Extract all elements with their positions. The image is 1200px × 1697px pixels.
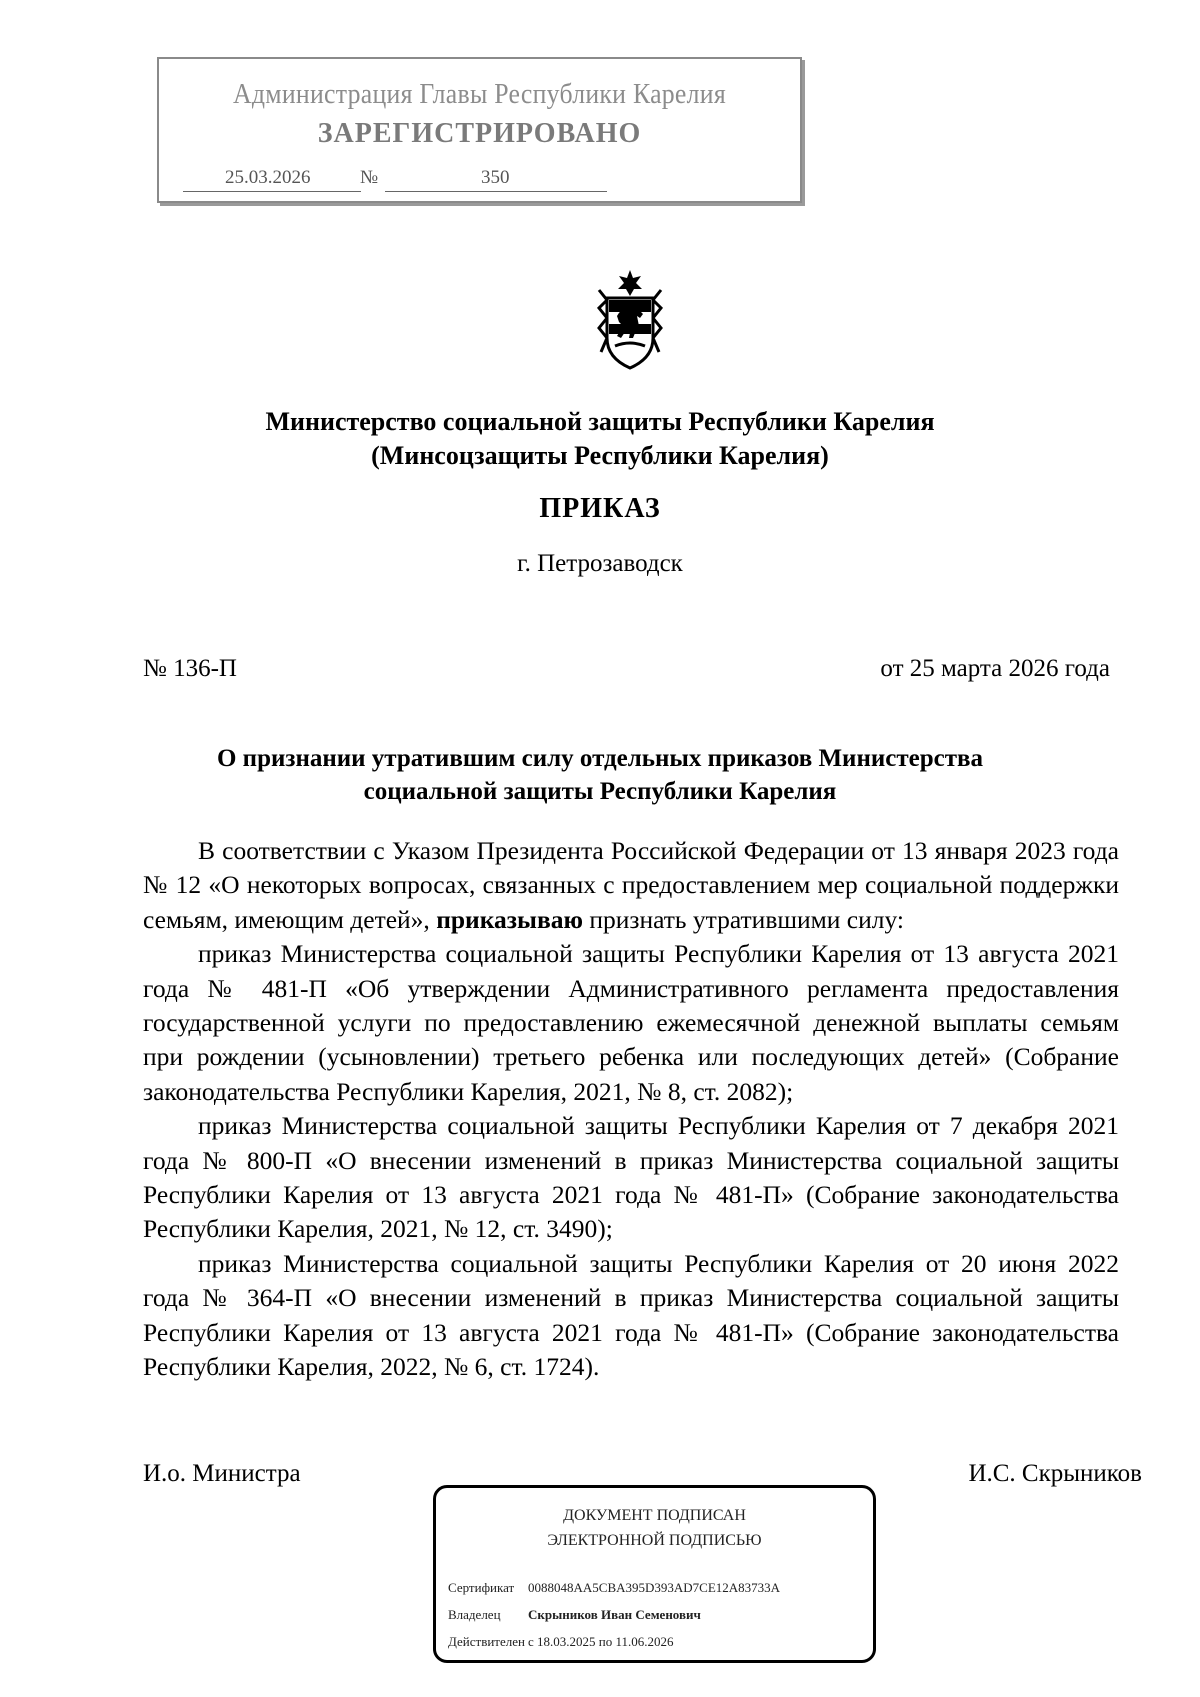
esign-validity-row bbox=[448, 1634, 674, 1650]
signer-role: И.о. Министра bbox=[143, 1460, 301, 1487]
body-p1-before: В соответствии с Указом Президента Российской Федерации от 13 января 2023 года № 12 «О некоторых вопросах, связанных с предоставлением мер социальной поддержки семьям, имеющим детей», bbox=[143, 836, 1119, 934]
esign-owner-label: Владелец bbox=[448, 1607, 501, 1622]
esign-certificate-row bbox=[448, 1580, 780, 1596]
subject-line-2: социальной защиты Республики Карелия bbox=[363, 778, 837, 805]
order-number: № 136-П bbox=[143, 655, 237, 682]
body-paragraph-1 bbox=[143, 834, 1119, 937]
registration-number-label: № bbox=[360, 167, 379, 188]
registration-organization: Администрация Главы Республики Карелия bbox=[233, 79, 726, 110]
signer-name: И.С. Скрыников bbox=[968, 1460, 1142, 1487]
electronic-signature-stamp bbox=[433, 1485, 876, 1663]
registration-number-underline bbox=[385, 191, 607, 192]
order-body bbox=[143, 834, 1119, 1385]
order-subject bbox=[0, 742, 1200, 808]
esign-title-line-1: ДОКУМЕНТ ПОДПИСАН bbox=[563, 1507, 746, 1524]
body-p1-bold: приказываю bbox=[436, 904, 583, 934]
karelia-coat-of-arms-icon bbox=[585, 268, 675, 372]
registration-stamp bbox=[157, 57, 802, 203]
esign-title-line-2: ЭЛЕКТРОННОЙ ПОДПИСЬЮ bbox=[547, 1532, 762, 1549]
body-p1-after: признать утратившими силу: bbox=[589, 904, 905, 934]
body-paragraph-3: приказ Министерства социальной защиты Республики Карелия от 7 декабря 2021 года № 800-П «О внесении изменений в приказ Министерства социальной защиты Республики Карелия от 13 августа 2021 года № 481-П» (Собрание законодательства Республики Карелия, 2021, № 12, ст. 3490); bbox=[143, 1111, 1119, 1244]
esign-certificate-value: 0088048AA5CBA395D393AD7CE12A83733A bbox=[528, 1580, 781, 1595]
organization-name-block bbox=[0, 405, 1200, 473]
city: г. Петрозаводск bbox=[517, 550, 683, 577]
registration-date-underline bbox=[183, 191, 361, 192]
esign-certificate-label: Сертификат bbox=[448, 1580, 515, 1595]
registration-status: ЗАРЕГИСТРИРОВАНО bbox=[317, 118, 642, 149]
esign-owner-value: Скрыников Иван Семенович bbox=[528, 1607, 701, 1622]
body-paragraph-2: приказ Министерства социальной защиты Республики Карелия от 13 августа 2021 года № 481-П «Об утверждении Административного регламента предоставления государственной услуги по предоставлению ежемесячной денежной выплаты семьям при рождении (усыновлении) третьего ребенка или последующих детей» (Собрание законодательства Республики Карелия, 2021, № 8, ст. 2082); bbox=[143, 939, 1119, 1106]
body-paragraph-4: приказ Министерства социальной защиты Республики Карелия от 20 июня 2022 года № 364-П «О внесении изменений в приказ Министерства социальной защиты Республики Карелия от 13 августа 2021 года № 481-П» (Собрание законодательства Республики Карелия, 2022, № 6, ст. 1724). bbox=[143, 1248, 1119, 1382]
order-date: от 25 марта 2026 года bbox=[880, 655, 1110, 682]
document-type: ПРИКАЗ bbox=[539, 493, 661, 524]
registration-number: 350 bbox=[481, 167, 510, 188]
esign-owner-row bbox=[448, 1607, 701, 1623]
registration-date: 25.03.2026 bbox=[225, 167, 311, 188]
organization-name: Министерство социальной защиты Республики Карелия bbox=[265, 407, 935, 436]
esign-validity-label: Действителен bbox=[448, 1634, 525, 1649]
subject-line-1: О признании утратившим силу отдельных приказов Министерства bbox=[216, 745, 984, 772]
esign-validity-value: с 18.03.2025 по 11.06.2026 bbox=[528, 1634, 674, 1649]
organization-short-name: (Минсоцзащиты Республики Карелия) bbox=[371, 441, 829, 470]
